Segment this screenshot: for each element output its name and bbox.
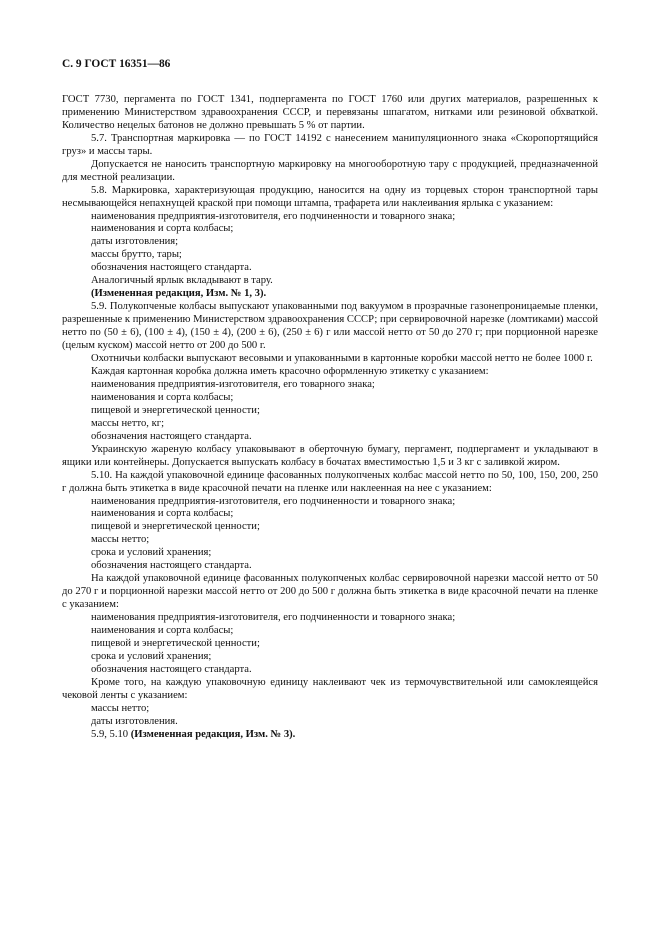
list-item: массы брутто, тары; [91,249,182,261]
list-item: даты изготовления; [91,236,179,248]
paragraph: 5.8. Маркировка, характеризующая продукцию, наносится на одну из торцевых сторон транспортной тары несмывающейся непахнущей краской при помощи штампа, трафарета или наклеивания ярлыка с указанием: [62,184,598,209]
list-item: обозначения настоящего стандарта. [91,560,252,572]
list-item: наименования и сорта колбасы; [91,391,234,403]
list-item: массы нетто, кг; [91,417,165,429]
paragraph: Аналогичный ярлык вкладывают в тару. [91,275,273,287]
paragraph: 5.10. На каждой упаковочной единице фасованных полукопченых колбас массой нетто по 50, 100, 150, 200, 250 г должна быть этикетка в виде красочной печати на пленке или наклеенная на нее с указанием: [62,469,598,494]
list-item: наименования предприятия-изготовителя, его товарного знака; [91,378,375,390]
amendment-label: (Измененная редакция, Изм. № 3). [130,728,296,740]
list-item: наименования предприятия-изготовителя, его подчиненности и товарного знака; [91,612,456,624]
paragraph: Кроме того, на каждую упаковочную единицу наклеивают чек из термочувствительной или самоклеящейся чековой ленты с указанием: [62,676,598,701]
list-item: наименования и сорта колбасы; [91,625,234,637]
clause-reference: 5.9, 5.10 [91,728,131,740]
paragraph: Украинскую жареную колбасу упаковывают в оберточную бумагу, пергамент, подпергамент и укладывают в ящики или контейнеры. Допускается выпускать колбасу в бочатах вместимостью 1,5 и 3 кг с заливкой жиром. [62,443,598,468]
list-item: обозначения настоящего стандарта. [91,262,252,274]
paragraph: На каждой упаковочной единице фасованных полукопченых колбас сервировочной нарезки массой нетто от 50 до 270 г и порционной нарезки массой нетто от 200 до 500 г должна быть этикетка в виде красочной печати на пленке с указанием: [62,573,598,611]
page-header: С. 9 ГОСТ 16351—86 [62,58,171,70]
list-item: массы нетто; [91,702,150,714]
list-item: наименования и сорта колбасы; [91,508,234,520]
paragraph: Допускается не наносить транспортную маркировку на многооборотную тару с продукцией, предназначенной для местной реализации. [62,158,598,183]
list-item: срока и условий хранения; [91,547,212,559]
document-body [62,94,598,742]
list-item: обозначения настоящего стандарта. [91,430,252,442]
list-item: пищевой и энергетической ценности; [91,404,260,416]
paragraph: Каждая картонная коробка должна иметь красочно оформленную этикетку с указанием: [91,365,489,377]
list-item: срока и условий хранения; [91,650,212,662]
paragraph: ГОСТ 7730, пергамента по ГОСТ 1341, подпергамента по ГОСТ 1760 или других материалов, разрешенных к применению Министерством здравоохранения СССР, и перевязаны шпагатом, нитками или резиновой обхваткой. Количество нецелых батонов не должно превышать 5 % от партии. [62,93,598,131]
list-item: наименования и сорта колбасы; [91,223,234,235]
paragraph: 5.7. Транспортная маркировка — по ГОСТ 14192 с нанесением манипуляционного знака «Скоропортящийся груз» и массы тары. [62,132,598,157]
document-page [62,58,598,742]
list-item: наименования предприятия-изготовителя, его подчиненности и товарного знака; [91,210,456,222]
list-item: обозначения настоящего стандарта. [91,663,252,675]
list-item: наименования предприятия-изготовителя, его подчиненности и товарного знака; [91,495,456,507]
amendment-note [62,729,598,742]
amendment-note: (Измененная редакция, Изм. № 1, 3). [91,288,267,300]
list-item: пищевой и энергетической ценности; [91,521,260,533]
paragraph: Охотничьи колбаски выпускают весовыми и упакованными в картонные коробки массой нетто не более 1000 г. [91,353,593,365]
list-item: даты изготовления. [91,715,178,727]
list-item: массы нетто; [91,534,150,546]
paragraph: 5.9. Полукопченые колбасы выпускают упакованными под вакуумом в прозрачные газонепроницаемые пленки, разрешенные к применению Министерством здравоохранения СССР; при сервировочной нарезке (ломтиками) массой нетто по (50 ± 6), (100 ± 4), (150 ± 4), (200 ± 6), (250 ± 6) г или массой нетто от 50 до 270 г; при порционной нарезке (целым куском) массой нетто от 200 до 500 г. [62,301,598,352]
list-item: пищевой и энергетической ценности; [91,637,260,649]
